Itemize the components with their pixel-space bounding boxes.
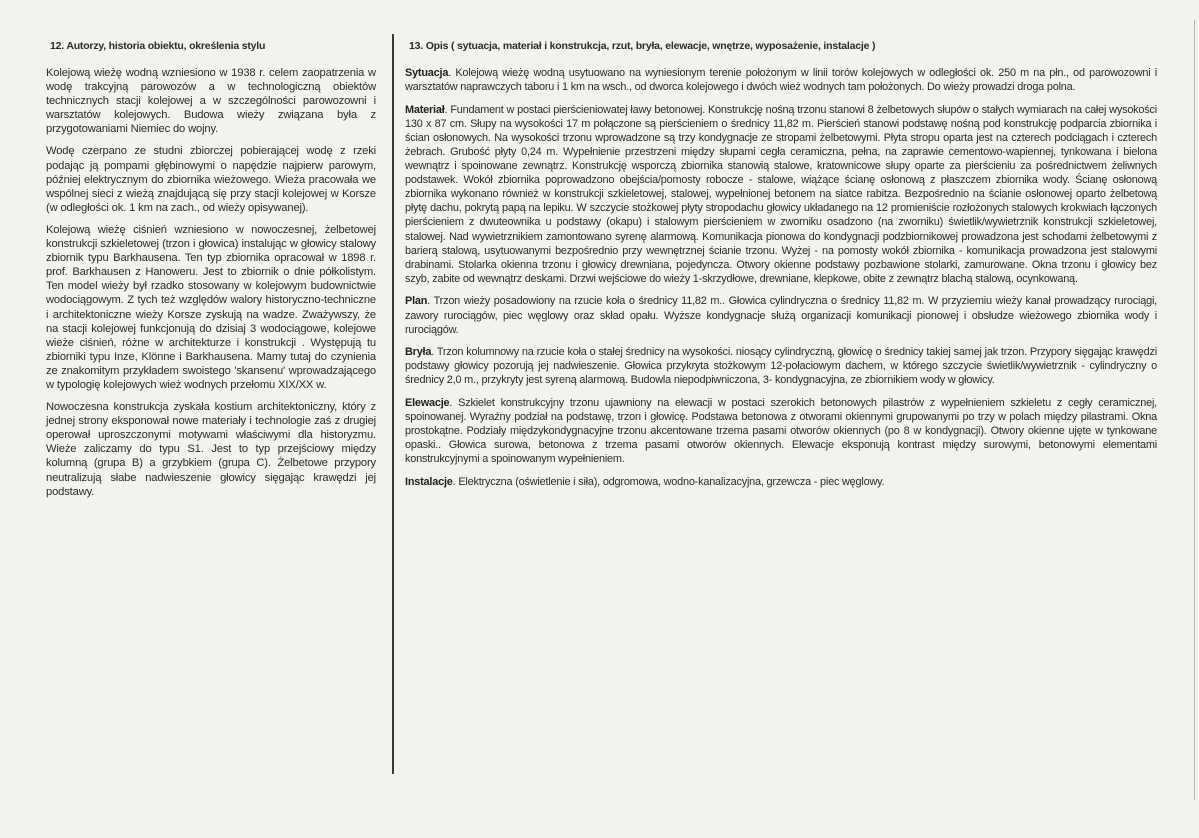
history-paragraph-1: Kolejową wieżę wodną wzniesiono w 1938 r. celem zaopatrzenia w wodę trakcyjną parowozów a w technologiczną obiektów technicznych stacji kolejowej a w szczególności parowozowni i warsztatów kolejowych. Budowa wieży związana była z przygotowaniami Niemiec do wojny. xyxy=(46,67,376,136)
history-paragraph-2: Wodę czerpano ze studni zbiorczej pobierającej wodę z rzeki podając ją pompami głębinowymi o napędzie najpierw parowym, później elektrycznym do zbiornika wieżowego. Wieża pracowała we wspólnej sieci z wieżą znajdującą się przy stacji kolejowej w Korsze (w odległości ok. 1 km na zach., od wieży opisywanej). xyxy=(46,145,376,214)
section-text: Trzon kolumnowy na rzucie koła o stałej średnicy na wysokości. niosący cylindryczną, głowicę o średnicy takiej samej jak trzon. Przypory sięgając krawędzi podstawy głowicy pozorują jej nadwieszenie. Głowica przykryta stożkowym 12-połaciowym dachem, w którego szczycie świetlik/wywietrznik - cylindryczny o średnicy 2,0 m., przykryty jest syreną alarmową. Budowla niepodpiwniczona, 3- kondygnacyjna, ze zbiornikiem wody w głowicy. xyxy=(405,346,1157,387)
label-separator: . xyxy=(452,475,459,488)
section-label: Elewacje xyxy=(405,396,450,409)
page-edge-line xyxy=(1194,20,1195,800)
section-label: Sytuacja xyxy=(405,67,449,79)
label-separator: . xyxy=(448,67,456,79)
section-sytuacja xyxy=(405,66,1157,94)
section-text: Kolejową wieżę wodną usytuowano na wyniesionym terenie położonym w linii torów kolejowych w odległości ok. 250 m na płn., od parowozowni i warsztatów naprawczych taboru i 1 km na wsch., od dworca kolejowego i dwóch wież wodnych tam położonych. Do wieży prowadzi droga polna. xyxy=(405,67,1157,94)
section-text: Trzon wieży posadowiony na rzucie koła o średnicy 11,82 m.. Głowica cylindryczna o średnicy 11,82 m. W przyziemiu wieży kanał prowadzący rurociągi, zawory rurociągów, piec węglowy oraz skład opału. Wyższe kondygnacje służą organizacji komunikacji pionowej i obsłudze wieżowego zbiornika wody i rurociągów. xyxy=(405,295,1157,336)
history-column xyxy=(46,40,376,507)
history-heading: 12. Autorzy, historia obiektu, określenia stylu xyxy=(50,40,266,52)
column-divider xyxy=(392,34,394,774)
section-material xyxy=(405,103,1157,286)
section-text: Elektryczna (oświetlenie i siła), odgromowa, wodno-kanalizacyjna, grzewcza - piec węglowy. xyxy=(458,475,885,488)
history-paragraph-3: Kolejową wieżę ciśnień wzniesiono w nowoczesnej, żelbetowej konstrukcji szkieletowej (trzon i głowica) instalując w głowicy stalowy zbiornik typu Barkhausena. Ten typ zbiornika opracował w 1898 r. prof. Barkhausen z Hanoweru. Jest to zbiornik o dnie półkolistym. Ten model wieży był rzadko stosowany w kolejowym budownictwie wodociągowym. Z tych też względów walory historyczno-techniczne i architektoniczne wieży Korsze zyskują na wadze. Zważywszy, że na stacji kolejowej funkcjonują do dzisiaj 3 wodociągowe, kolejowe wieże ciśnień, różne w architekturze i konstrukcji . Występują tu zbiorniki typu Inze, Klönne i Barkhausena. Mamy tutaj do czynienia ze znakomitym przykładem swoistego 'skansenu' wprowadzającego w typologię kolejowych wież wodnych przełomu XIX/XX w. xyxy=(46,223,376,391)
history-paragraph-4: Nowoczesna konstrukcja zyskała kostium architektoniczny, który z jednej strony eksponował nowe materiały i technologie zaś z drugiej operował uproszczonymi motywami właściwymi dla historyzmu. Wieże zaliczamy do typu S1. Jest to typ przejściowy między kolumną (grupa B) a grzybkiem (grupa C). Żelbetowe przypory neutralizują słabe nadwieszenie głowicy sięgając krawędzi jej podstawy. xyxy=(46,401,376,498)
section-label: Plan xyxy=(405,295,428,308)
section-text: Szkielet konstrukcyjny trzonu ujawniony na elewacji w postaci szerokich betonowych pilastrów z wypełnieniem szkieletu z cegły ceramicznej, spoinowanej. Wyraźny podział na podstawę, trzon i głowicę. Podstawa betonowa z otworami okiennymi grupowanymi po trzy w polach między pilastrami. Okna prostokątne. Podziały międzykondygnacyjne trzonu akcentowane trzema pasami otworów okiennych (po 8 w kondygnacji). Otwory okienne ujęte w tynkowane opaski.. Głowica surowa, betonowa z trzema pasami otworów okiennych. Elewacje eksponują kontrast między surowymi, betonowymi elementami konstrukcyjnymi a spoinowanym wypełnieniem. xyxy=(405,396,1158,466)
label-separator: . xyxy=(431,346,437,359)
label-separator: . xyxy=(449,396,459,409)
section-text: Fundament w postaci pierścieniowatej ławy betonowej. Konstrukcję nośną trzonu stanowi 8 żelbetowych słupów o stałych wymiarach na całej wysokości 130 x 87 cm. Słupy na wysokości 17 m połączone są pierścieniem o średnicy 11,82 m. Pierścień stanowi podstawę nośną pod konstrukcję podparcia zbiornika i ścian osłonowych. Na wysokości trzonu wprowadzone są trzy kondygnacje ze stropami żelbetowymi. Płyta stropu oparta jest na czterech podciągach i czterech żebrach. Grubość płyty 0,24 m. Wypełnienie przestrzeni między słupami cegła ceramiczna, pełna, na zaprawie cementowo-wapiennej, tynkowana i bielona wewnątrz i spoinowane zewnątrz. Konstrukcję wsporczą zbiornika stanowią stalowe, kratownicowe słupy oparte za pierścieniu za pośrednictwem żeliwnych podstawek. Wokół zbiornika poprowadzono obejścia/pomosty robocze - stalowe, wiążące ścianę osłonową z płaszczem zbiornika wody. Ścianę osłonową zbiornika wykonano również w konstrukcji szkieletowej, stalowej, wypełnionej betonem na siatce rabitza. Bezpośrednio na ścianie osłonowej oparto żelbetową płytę dachu, pokrytą papą na lepiku. W szczycie stożkowej płyty stropodachu głowicy układanego na 12 promieniście rozłożonych stalowych krokwiach łączonych pierścieniem z dwuteownika u podstawy (okapu) i stalowym pierścieniem w zworniku osadzono (na zworniku) świetlik/wywietrznik konstrukcji szkieletowej, stalowej. Nad wywietrznikiem zamontowano syrenę alarmową. Komunikacja pionowa do kondygnacji podzbiornikowej prowadzona jest schodami żelbetowymi z barierą stalową, usytuowanymi bezpośrednio przy wewnętrznej ścianie trzonu. Wyżej - na pomosty wokół zbiornika - komunikacja prowadzona jest stalowymi drabinami. Stolarka okienna trzonu i głowicy drewniana, pojedyncza. Otwory okienne podstawy pozbawione stolarki, zamurowane. Okna trzonu i głowicy bez szyb, zabite od wewnątrz deskami. Drzwi wejściowe do wieży 1-skrzydłowe, drewniane, klepkowe, obite z zewnątrz blachą stalową, ocynkowaną. xyxy=(405,103,1157,285)
label-separator: . xyxy=(427,295,434,308)
label-separator: . xyxy=(444,103,451,116)
description-column xyxy=(405,40,1157,498)
section-plan xyxy=(405,294,1157,336)
section-label: Bryła xyxy=(405,346,432,359)
section-instalacje xyxy=(405,475,1157,489)
section-bryla xyxy=(405,345,1157,387)
section-label: Materiał xyxy=(405,103,445,116)
description-heading: 13. Opis ( sytuacja, materiał i konstrukcja, rzut, bryła, elewacje, wnętrze, wyposażenie, instalacje ) xyxy=(409,40,876,52)
section-label: Instalacje xyxy=(405,475,453,488)
section-elewacje xyxy=(405,396,1157,466)
